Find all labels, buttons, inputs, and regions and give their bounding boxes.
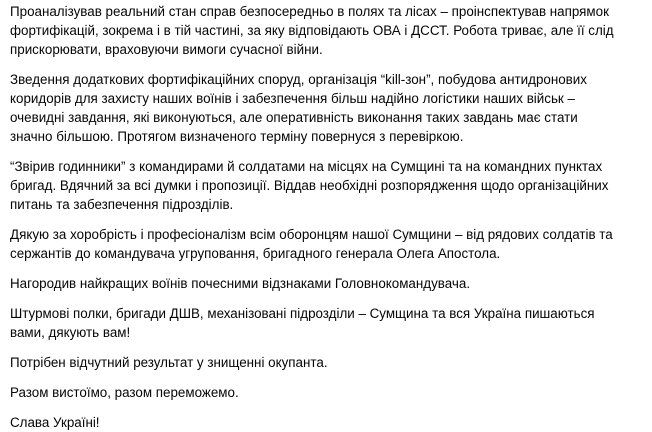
text-line: вами, дякують вам! [10, 325, 131, 340]
text-line: фортифікацій, зокрема і в тій частині, за яку відповідають ОВА і ДССТ. Робота триває, але її слід [10, 23, 614, 38]
paragraph-fortifications-inspection [10, 2, 642, 59]
text-line: Дякую за хоробрість і професіоналізм всім оборонцям нашої Сумщини – від рядових солдатів та [10, 227, 613, 242]
paragraph-commanders-meeting [10, 157, 642, 214]
text-line: Проаналізував реальний стан справ безпосередньо в полях та лісах – проінспектував напрямок [10, 4, 609, 19]
text-line: коридорів для захисту наших воїнів і забезпечення більш надійно логістики наших військ – [10, 91, 575, 106]
text-line: сержантів до командувача угруповання, бригадного генерала Олега Апостола. [10, 246, 501, 261]
paragraph-kill-zones [10, 70, 642, 146]
paragraph-gratitude [10, 225, 642, 263]
text-line: бригад. Вдячний за всі думки і пропозиції. Віддав необхідні розпорядження щодо організаційних [10, 178, 609, 193]
paragraph-result-needed [10, 353, 642, 372]
paragraph-awards [10, 274, 642, 293]
text-line: Штурмові полки, бригади ДШВ, механізовані підрозділи – Сумщина та вся Україна пишаються [10, 306, 595, 321]
text-line: Слава Україні! [10, 415, 100, 430]
paragraph-glory [10, 413, 642, 432]
text-line: прискорювати, враховуючи вимоги сучасної війни. [10, 42, 323, 57]
paragraph-together [10, 383, 642, 402]
text-line: очевидні завдання, які виконуються, але оперативність виконання таких завдань має стати [10, 110, 578, 125]
text-line: значно більшою. Протягом визначеного терміну повернуся з перевіркою. [10, 129, 464, 144]
text-line: Потрібен відчутний результат у знищенні окупанта. [10, 355, 328, 370]
paragraph-units-pride [10, 304, 642, 342]
text-line: “Звірив годинники” з командирами й солдатами на місцях на Сумщині та на командних пунктах [10, 159, 603, 174]
text-line: Разом вистоїмо, разом переможемо. [10, 385, 239, 400]
text-line: Нагородив найкращих воїнів почесними відзнаками Головнокомандувача. [10, 276, 471, 291]
text-line: Зведення додаткових фортифікаційних споруд, організація “kill-зон”, побудова антидронових [10, 72, 587, 87]
text-line: питань та забезпечення підрозділів. [10, 197, 234, 212]
